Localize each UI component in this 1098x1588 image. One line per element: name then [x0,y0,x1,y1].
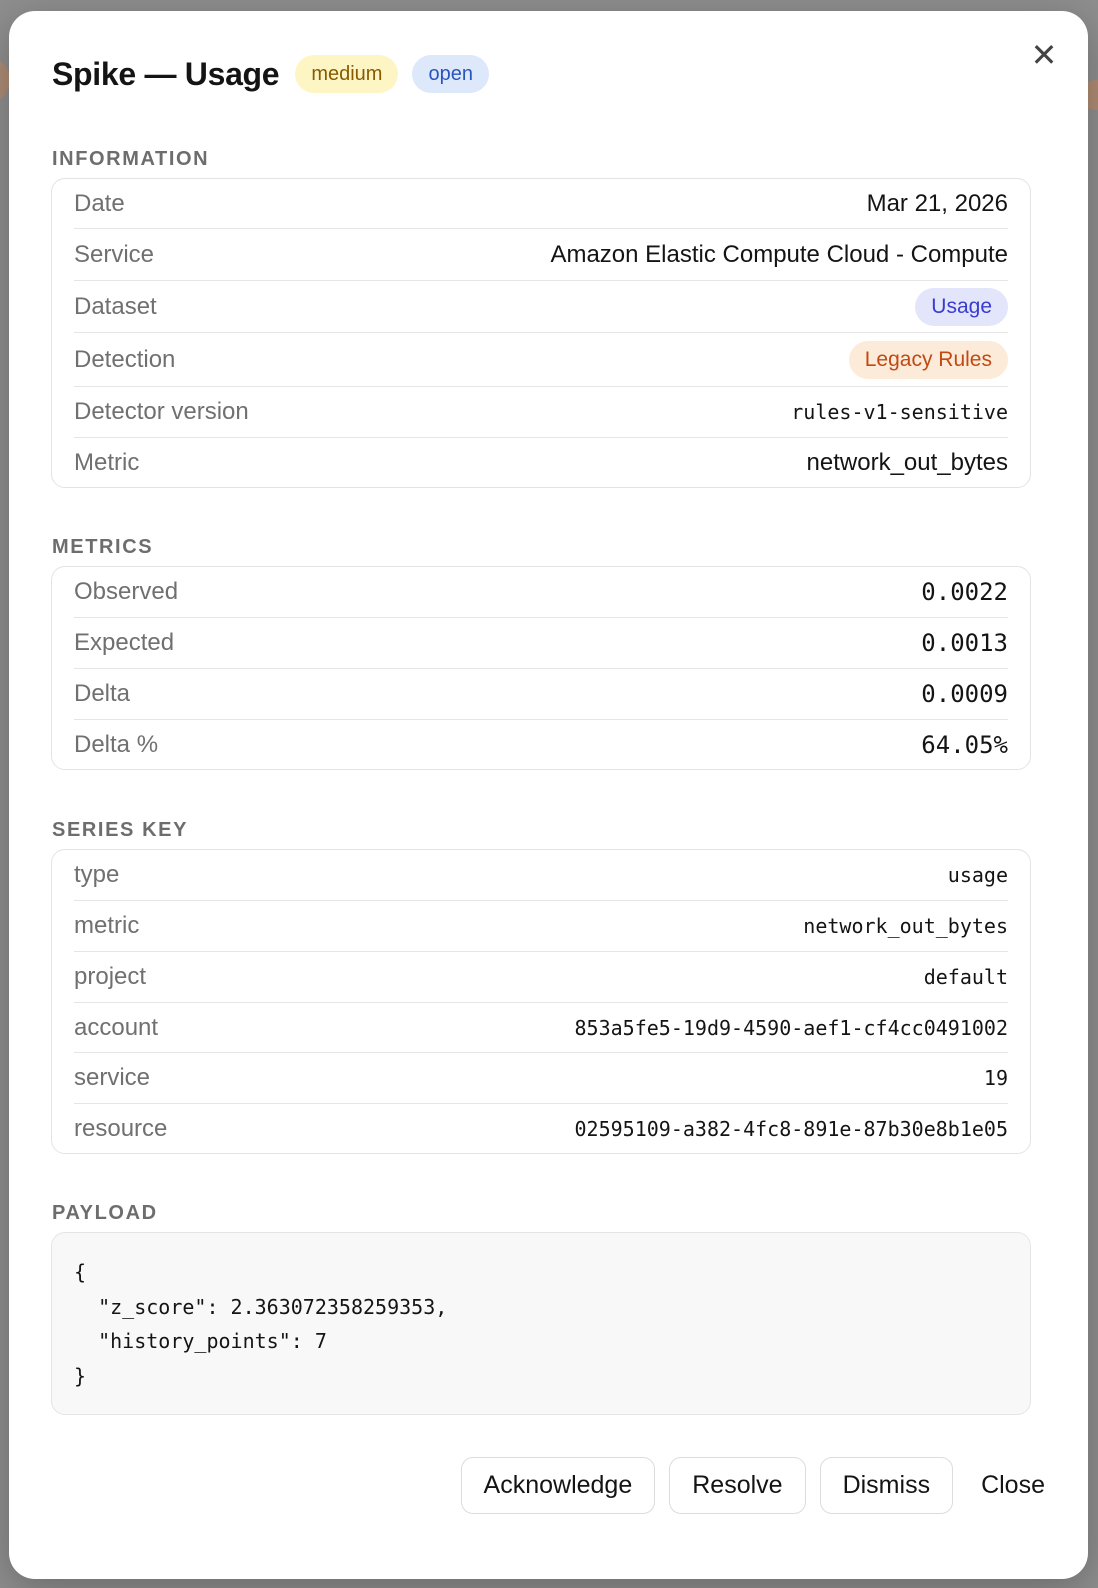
acknowledge-button[interactable]: Acknowledge [461,1457,656,1514]
series-key-card [51,849,1031,1154]
metric-value: 0.0009 [921,680,1008,708]
metric-value: 64.05% [921,730,1008,759]
series-key-value: 02595109-a382-4fc8-891e-87b30e8b1e05 [574,1117,1008,1141]
series-key-value: 19 [983,1066,1008,1090]
metric-value: 0.0013 [921,629,1008,657]
series-key-name: project [74,963,147,990]
series-key-value: usage [947,863,1008,887]
metrics-row [74,618,1008,669]
metrics-row [74,669,1008,720]
series-key-row [74,1053,1008,1104]
dialog-title: Spike — Usage [52,55,280,92]
resolve-button[interactable]: Resolve [669,1457,805,1514]
dataset-badge: Usage [915,288,1008,326]
series-key-value: network_out_bytes [803,914,1008,938]
series-key-name: account [74,1013,159,1041]
metrics-card [51,566,1031,770]
series-key-section-label: SERIES KEY [52,819,189,841]
metric-key: Delta % [74,730,159,758]
metrics-row [74,720,1008,769]
metric-value: 0.0022 [921,578,1008,606]
series-key-row [74,952,1008,1003]
information-card [51,178,1031,488]
metrics-section-label: METRICS [52,536,154,558]
info-row-detection [74,333,1008,387]
info-key: Detection [74,345,176,373]
dismiss-button[interactable]: Dismiss [820,1457,954,1514]
series-key-name: service [74,1064,151,1091]
series-key-value: 853a5fe5-19d9-4590-aef1-cf4cc0491002 [574,1015,1008,1040]
info-key: Date [74,189,125,217]
anomaly-detail-dialog [9,11,1088,1579]
info-value: network_out_bytes [806,448,1008,476]
info-key: Service [74,240,155,268]
metric-key: Delta [74,680,131,707]
detection-badge: Legacy Rules [849,341,1008,379]
series-key-name: metric [74,912,140,939]
metric-key: Expected [74,629,175,656]
severity-badge: medium [295,55,398,93]
info-row-service [74,229,1008,281]
close-button[interactable]: Close [967,1457,1045,1514]
status-badge: open [412,55,489,93]
series-key-row [74,901,1008,952]
info-row-date [74,179,1008,229]
series-key-name: resource [74,1115,168,1142]
info-key: Metric [74,448,140,476]
series-key-row [74,1003,1008,1053]
info-key: Dataset [74,292,157,320]
series-key-row [74,1104,1008,1154]
series-key-name: type [74,861,120,888]
info-row-metric [74,438,1008,487]
metric-key: Observed [74,578,179,605]
info-value: Mar 21, 2026 [866,189,1008,217]
information-section-label: INFORMATION [52,148,210,170]
close-icon[interactable]: ✕ [1030,37,1058,73]
series-key-value: default [923,965,1008,989]
info-value: Amazon Elastic Compute Cloud - Compute [550,240,1008,268]
payload-code-block: { "z_score": 2.363072358259353, "history_points": 7 } [51,1232,1031,1415]
series-key-row [74,850,1008,901]
dialog-header [52,55,489,93]
metrics-row [74,567,1008,618]
dialog-footer [461,1457,1045,1514]
info-key: Detector version [74,398,249,425]
info-value: rules-v1-sensitive [791,400,1008,424]
payload-section-label: PAYLOAD [52,1202,158,1224]
info-row-detector-version [74,387,1008,438]
info-row-dataset [74,281,1008,333]
